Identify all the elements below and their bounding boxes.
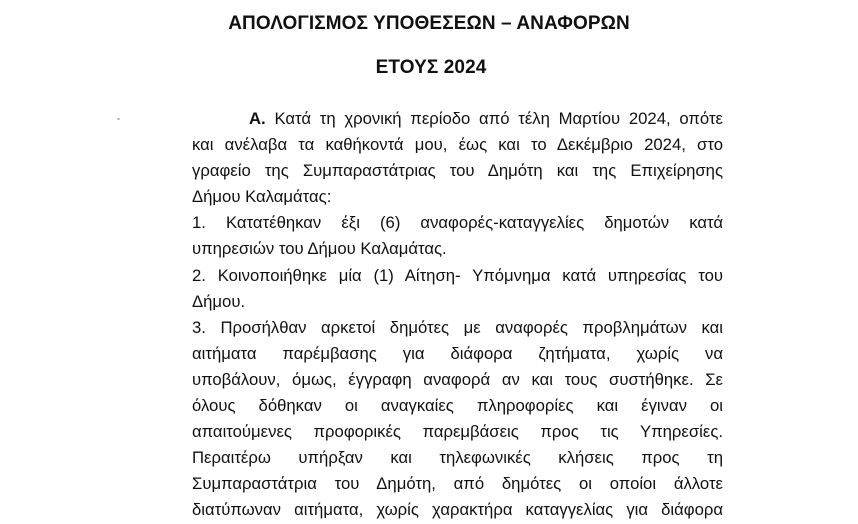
paragraph-line: απαιτούμενες προφορικές παρεμβάσεις προς τις Υπηρεσίες. xyxy=(192,422,723,442)
paragraph-line: Περαιτέρω υπήρξαν και τηλεφωνικές κλήσεις προς τη xyxy=(192,448,723,468)
list-item-1: 1. Κατατέθηκαν έξι (6) αναφορές-καταγγελίες δημοτών κατά xyxy=(192,213,723,233)
paragraph-line: διατύπωναν αιτήματα, χωρίς χαρακτήρα καταγγελίας για διάφορα xyxy=(192,500,723,520)
document-year-title: ΕΤΟΥΣ 2024 xyxy=(375,57,487,78)
paragraph-line: και ανέλαβα τα καθήκοντά μου, έως και το Δεκέμβριο 2024, στο xyxy=(192,135,723,155)
paragraph-line: υποβάλουν, όμως, έγγραφη αναφορά αν και τους συστήθηκε. Σε xyxy=(192,369,723,389)
paragraph-line: όλους δόθηκαν οι αναγκαίες πληροφορίες και έγιναν οι xyxy=(192,396,723,416)
paragraph-line-text: Κατά τη χρονική περίοδο από τέλη Μαρτίου 2024, οπότε xyxy=(274,109,723,128)
paragraph-line: αιτήματα παρέμβασης για διάφορα ζητήματα, χωρίς να xyxy=(192,343,723,363)
document-title: ΑΠΟΛΟΓΙΣΜΟΣ ΥΠΟΘΕΣΕΩΝ – ΑΝΑΦΟΡΩΝ xyxy=(228,13,630,34)
paragraph-line: Δήμου Καλαμάτας: xyxy=(192,187,332,207)
paragraph-line: Συμπαραστάτρια του Δημότη, από δημότες οι οποίοι άλλοτε xyxy=(192,474,723,494)
paragraph-line: υπηρεσιών του Δήμου Καλαμάτας. xyxy=(192,239,447,259)
list-item-2: 2. Κοινοποιήθηκε μία (1) Αίτηση- Υπόμνημα κατά υπηρεσίας του xyxy=(192,265,723,285)
scan-speck xyxy=(117,118,120,120)
paragraph-line: Δήμου. xyxy=(192,291,246,311)
list-item-3: 3. Προσήλθαν αρκετοί δημότες με αναφορές προβλημάτων και xyxy=(192,317,723,337)
section-label: Α. xyxy=(249,109,266,128)
paragraph-line xyxy=(192,106,723,132)
paragraph-line: γραφείο της Συμπαραστάτριας του Δημότη και της Επιχείρησης xyxy=(192,161,723,181)
body-text xyxy=(192,106,723,524)
